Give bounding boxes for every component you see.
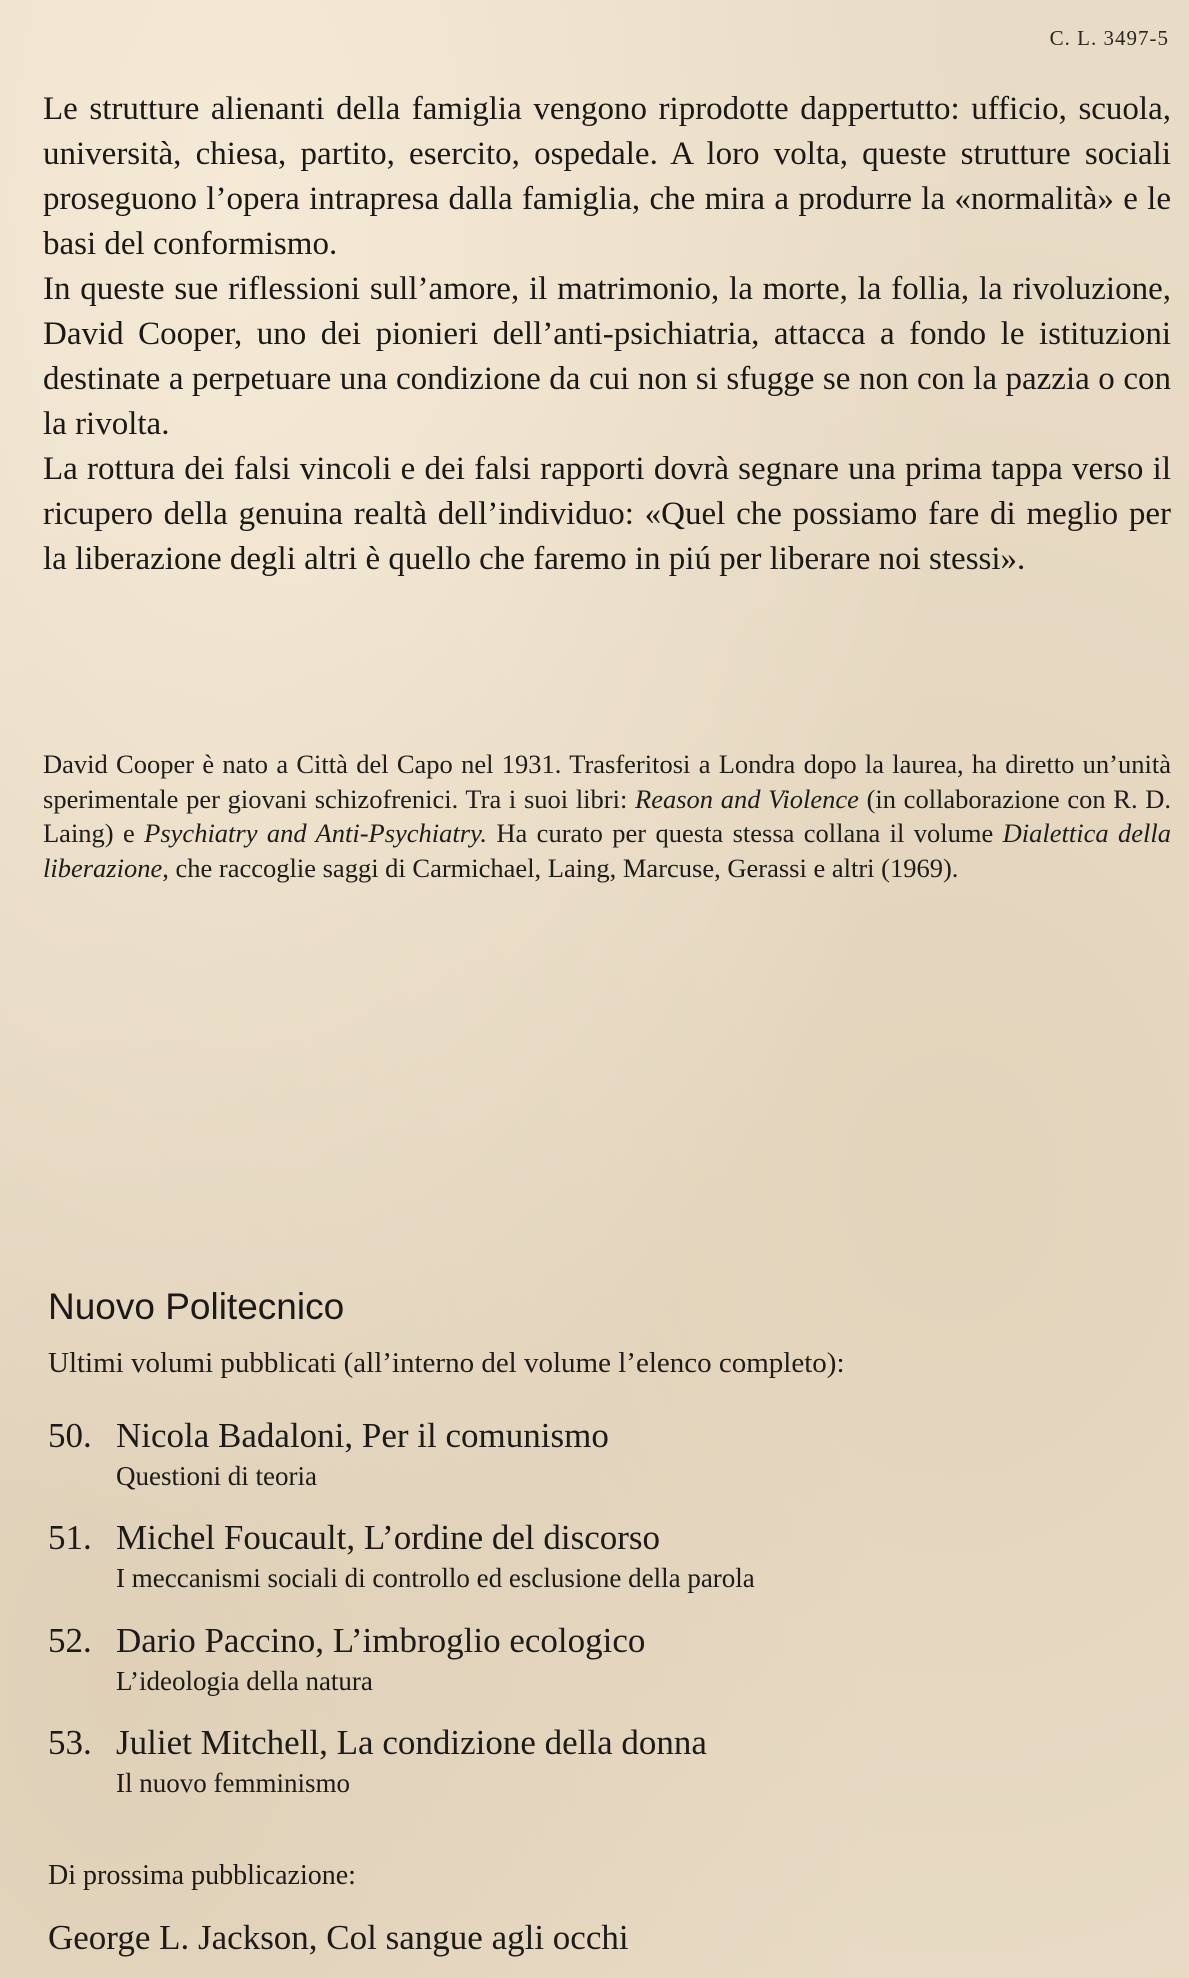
volume-title: Michel Foucault, L’ordine del discorso [116, 1518, 661, 1557]
volume-subtitle: Questioni di teoria [116, 1461, 317, 1491]
series-title: Nuovo Politecnico [48, 1286, 345, 1327]
volume-number: 50. [48, 1416, 92, 1455]
volume-item [48, 1414, 1148, 1492]
volume-title: Nicola Badaloni, Per il comunismo [116, 1416, 609, 1455]
volume-number: 51. [48, 1518, 92, 1557]
volume-number: 53. [48, 1723, 92, 1762]
volume-title: Juliet Mitchell, La condizione della donna [116, 1723, 707, 1762]
bio-text: David Cooper è nato a Città del Capo nel 1931. Trasferitosi a Londra dopo la laurea, ha diretto un’unità sperimentale per giovani schizofrenici. Tra i suoi libri: [43, 749, 1171, 814]
upcoming-title: George L. Jackson, Col sangue agli occhi [48, 1918, 629, 1957]
series-subtitle: Ultimi volumi pubblicati (all’interno del volume l’elenco completo): [48, 1347, 845, 1379]
volume-subtitle: L’ideologia della natura [116, 1666, 373, 1696]
blurb-paragraph: In queste sue riflessioni sull’amore, il matrimonio, la morte, la follia, la rivoluzione, David Cooper, uno dei pionieri dell’anti-psichiatria, attacca a fondo le istituzioni destinate a perpetuare una condizione da cui non si sfugge se non con la pazzia o con la rivolta. [43, 271, 1171, 442]
volume-subtitle: Il nuovo femminismo [116, 1768, 350, 1798]
volume-title: Dario Paccino, L’imbroglio ecologico [116, 1621, 646, 1660]
catalog-code: C. L. 3497-5 [1049, 26, 1169, 50]
bio-book-title: Dialettica della liberazione [43, 818, 1171, 883]
volume-subtitle: I meccanismi sociali di controllo ed esclusione della parola [116, 1563, 755, 1593]
upcoming-label: Di prossima pubblicazione: [48, 1860, 356, 1891]
author-bio [43, 747, 1171, 885]
bio-book-title: Reason and Violence [635, 783, 859, 814]
author-bio-paragraph [43, 747, 1171, 885]
bio-text: (in collaborazione con R. D. Laing) e [43, 783, 1172, 848]
blurb-text [43, 87, 1171, 582]
bio-book-title: Psychiatry and Anti-Psychiatry. [144, 818, 488, 848]
blurb-paragraph: Le strutture alienanti della famiglia vengono riprodotte dappertutto: ufficio, scuola, università, chiesa, partito, esercito, ospedale. A loro volta, queste strutture sociali proseguono l’opera intrapresa dalla famiglia, che mira a produrre la «normalità» e le basi del conformismo. [43, 91, 1171, 262]
bio-text: Ha curato per questa stessa collana il volume [487, 818, 1003, 848]
volume-item [48, 1516, 1148, 1594]
volume-number: 52. [48, 1621, 92, 1660]
blurb-paragraph: La rottura dei falsi vincoli e dei falsi rapporti dovrà segnare una prima tappa verso il ricupero della genuina realtà dell’individuo: «Quel che possiamo fare di meglio per la liberazione degli altri è quello che faremo in piú per liberare noi stessi». [43, 451, 1171, 577]
volume-item [48, 1619, 1148, 1697]
bio-text: , che raccoglie saggi di Carmichael, Laing, Marcuse, Gerassi e altri (1969). [162, 852, 959, 883]
volume-item [48, 1721, 1148, 1799]
